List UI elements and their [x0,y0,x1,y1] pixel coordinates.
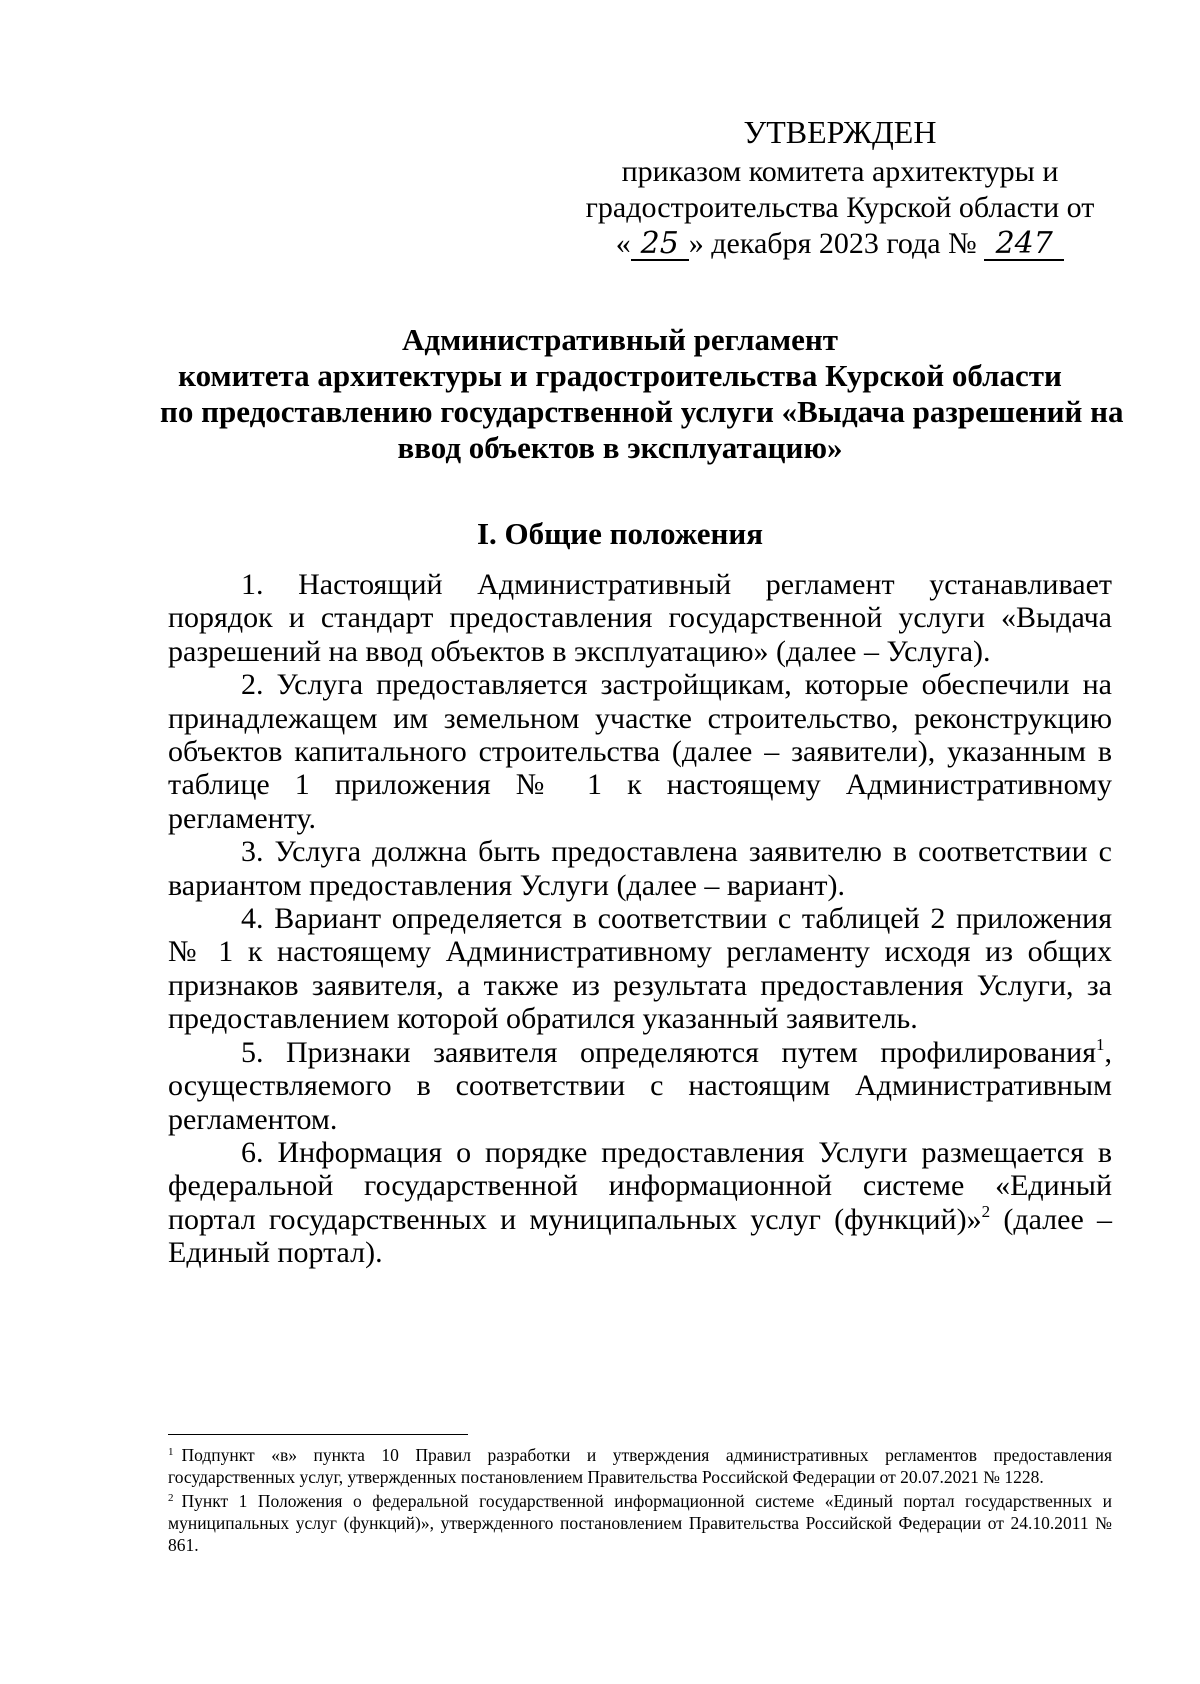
footnote-ref-1: 1 [1096,1034,1105,1054]
footnote-2-mark: 2 [168,1492,174,1504]
handwritten-order-number: 247 [984,229,1064,261]
approval-line-1: приказом комитета архитектуры и [621,155,1059,188]
date-open-quote: « [615,227,631,260]
footnote-2-text: Пункт 1 Положения о федеральной государственной информационной системе «Единый портал государственных и муниципальных услуг (функций)», утвержденного постановлением Правительства Российской Федерации от 24.10.2011 № 861. [168,1491,1112,1555]
paragraph-6 [168,1136,1112,1270]
section-heading: I. Общие положения [476,516,764,551]
title-line-4: ввод объектов в эксплуатацию» [397,430,843,465]
paragraph-5-text: 5. Признаки заявителя определяются путем профилирования [241,1035,1096,1069]
title-line-2: комитета архитектуры и градостроительства Курской области [178,358,1062,393]
approval-line-2: градостроительства Курской области от [585,191,1095,224]
title-line-1: Административный регламент [402,322,838,357]
paragraph-3: 3. Услуга должна быть предоставлена заявителю в соответствии с вариантом предоставления Услуги (далее – вариант). [168,835,1112,902]
footnote-ref-2: 2 [981,1201,991,1221]
paragraph-6-text: 6. Информация о порядке предоставления Услуги размещается в федеральной государственной информационной системе «Единый портал государственных и муниципальных услуг (функций)» [168,1135,1112,1236]
handwritten-day: 25 [631,229,689,261]
paragraph-2: 2. Услуга предоставляется застройщикам, которые обеспечили на принадлежащем им земельном участке строительство, реконструкцию объектов капитального строительства (далее – заявители), указанным в таблице 1 приложения № 1 к настоящему Административному регламенту. [168,668,1112,835]
paragraph-5 [168,1036,1112,1136]
date-rest: » декабря 2023 года № [688,227,977,260]
document-title [160,322,1124,466]
footnote-2 [168,1490,1112,1556]
approval-date-line [560,226,1120,262]
document-body [168,568,1112,1270]
paragraph-1: 1. Настоящий Административный регламент устанавливает порядок и стандарт предоставления государственной услуги «Выдача разрешений на ввод объектов в эксплуатацию» (далее – Услуга). [168,568,1112,668]
footnote-divider [168,1434,468,1435]
title-line-3: по предоставлению государственной услуги «Выдача разрешений на [160,394,1124,429]
approval-heading: УТВЕРЖДЕН [743,114,937,150]
paragraph-5-text-end: , осуществляемого в соответствии с настоящим Административным регламентом. [168,1035,1112,1136]
paragraph-6-text-end: (далее – Единый портал). [168,1202,1112,1270]
paragraph-4: 4. Вариант определяется в соответствии с таблицей 2 приложения № 1 к настоящему Административному регламенту исходя из общих признаков заявителя, а также из результата предоставления Услуги, за предоставлением которой обратился указанный заявитель. [168,902,1112,1036]
footnotes [168,1444,1112,1558]
footnote-1-mark: 1 [168,1446,174,1458]
footnote-1-text: Подпункт «в» пункта 10 Правил разработки и утверждения административных регламентов предоставления государственных услуг, утвержденных постановлением Правительства Российской Федерации от 20.07.2021 № 1228. [168,1445,1112,1487]
footnote-1 [168,1444,1112,1488]
approval-stamp [560,112,1120,262]
